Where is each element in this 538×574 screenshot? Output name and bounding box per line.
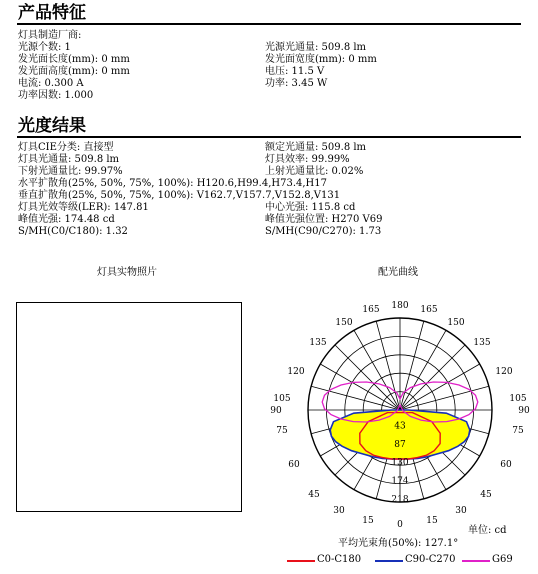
angle-label: 30 bbox=[333, 506, 345, 516]
legend-label: C0-C180 bbox=[317, 554, 362, 565]
polar-spoke bbox=[400, 345, 465, 410]
angle-label: 45 bbox=[308, 490, 320, 500]
result-left-text: 下射光通量比: 99.97% bbox=[18, 166, 123, 177]
angle-label: 60 bbox=[500, 460, 512, 470]
section-divider bbox=[17, 136, 521, 138]
polar-spoke bbox=[354, 330, 400, 410]
angle-label: 30 bbox=[455, 506, 467, 516]
result-left-text: 水平扩散角(25%, 50%, 75%, 100%): H120.6,H99.4,H73.4,H17 bbox=[18, 178, 327, 189]
polar-spoke bbox=[400, 330, 446, 410]
section-title-product: 产品特征 bbox=[18, 3, 86, 23]
section-title-results: 光度结果 bbox=[18, 116, 86, 136]
angle-label: 45 bbox=[480, 490, 492, 500]
legend-swatch bbox=[462, 560, 490, 562]
result-left-text: 垂直扩散角(25%, 50%, 75%, 100%): V162.7,V157.7,V152.8,V131 bbox=[18, 190, 341, 201]
lamp-count-text: 光源个数: 1 bbox=[18, 42, 71, 53]
angle-label: 135 bbox=[309, 338, 327, 348]
intensity-label: 174 bbox=[391, 476, 409, 487]
polar-spoke bbox=[335, 345, 400, 410]
polar-spoke bbox=[376, 321, 400, 410]
c90-c270-curve bbox=[330, 410, 470, 459]
legend-swatch bbox=[287, 560, 315, 562]
angle-label: 60 bbox=[288, 460, 300, 470]
manufacturer-text: 灯具制造厂商: bbox=[18, 30, 82, 41]
angle-label: 15 bbox=[362, 516, 374, 526]
power-text: 功率: 3.45 W bbox=[265, 78, 328, 89]
result-left-text: S/MH(C0/C180): 1.32 bbox=[18, 226, 128, 237]
source-flux-text: 光源光通量: 509.8 lm bbox=[265, 42, 367, 53]
legend-swatch bbox=[375, 560, 403, 562]
angle-label: 0 bbox=[397, 520, 403, 530]
angle-label: 75 bbox=[512, 426, 524, 436]
angle-label: 150 bbox=[335, 318, 353, 328]
result-left-text: 灯具光效等级(LER): 147.81 bbox=[18, 202, 149, 213]
legend-label: C90-C270 bbox=[405, 554, 456, 565]
angle-label: 105 bbox=[273, 394, 291, 404]
section-divider bbox=[17, 23, 521, 25]
angle-label: 105 bbox=[509, 394, 527, 404]
result-right-text: S/MH(C90/C270): 1.73 bbox=[265, 226, 382, 237]
voltage-text: 电压: 11.5 V bbox=[265, 66, 325, 77]
angle-label: 165 bbox=[420, 305, 438, 315]
result-left-text: 灯具光通量: 509.8 lm bbox=[18, 154, 120, 165]
polar-intensity-diagram bbox=[262, 282, 538, 532]
angle-label: 120 bbox=[495, 367, 513, 377]
angle-label: 165 bbox=[362, 305, 380, 315]
current-text: 电流: 0.300 A bbox=[18, 78, 84, 89]
angle-label: 180 bbox=[391, 301, 409, 311]
angle-label: 120 bbox=[287, 367, 305, 377]
angle-label: 15 bbox=[426, 516, 438, 526]
polar-spoke bbox=[400, 386, 489, 410]
polar-spoke bbox=[311, 386, 400, 410]
polar-caption: 配光曲线 bbox=[378, 267, 418, 278]
result-right-text: 灯具效率: 99.99% bbox=[265, 154, 350, 165]
intensity-label: 218 bbox=[391, 495, 409, 505]
angle-label: 150 bbox=[447, 318, 465, 328]
result-left-text: 灯具CIE分类: 直接型 bbox=[18, 142, 114, 153]
intensity-label: 43 bbox=[394, 421, 406, 432]
intensity-label: 130 bbox=[391, 458, 409, 469]
emit-width-text: 发光面宽度(mm): 0 mm bbox=[265, 54, 377, 65]
angle-label: 90 bbox=[270, 406, 282, 416]
lamp-photo-frame bbox=[16, 302, 242, 512]
angle-label: 135 bbox=[473, 338, 491, 348]
legend-label: G69 bbox=[492, 554, 513, 565]
result-right-text: 额定光通量: 509.8 lm bbox=[265, 142, 367, 153]
emit-height-text: 发光面高度(mm): 0 mm bbox=[18, 66, 130, 77]
angle-label: 90 bbox=[518, 406, 530, 416]
result-right-text: 上射光通量比: 0.02% bbox=[265, 166, 364, 177]
angle-label: 75 bbox=[276, 426, 288, 436]
polar-spoke bbox=[400, 321, 424, 410]
beam-angle-text: 平均光束角(50%): 127.1° bbox=[338, 538, 459, 549]
result-left-text: 峰值光强: 174.48 cd bbox=[18, 214, 115, 225]
result-right-text: 中心光强: 115.8 cd bbox=[265, 202, 356, 213]
intensity-label: 87 bbox=[394, 439, 406, 450]
emit-length-text: 发光面长度(mm): 0 mm bbox=[18, 54, 130, 65]
power-factor-text: 功率因数: 1.000 bbox=[18, 90, 94, 101]
unit-label: 单位: cd bbox=[468, 525, 507, 536]
photo-caption: 灯具实物照片 bbox=[97, 267, 157, 278]
result-right-text: 峰值光强位置: H270 V69 bbox=[265, 214, 383, 225]
